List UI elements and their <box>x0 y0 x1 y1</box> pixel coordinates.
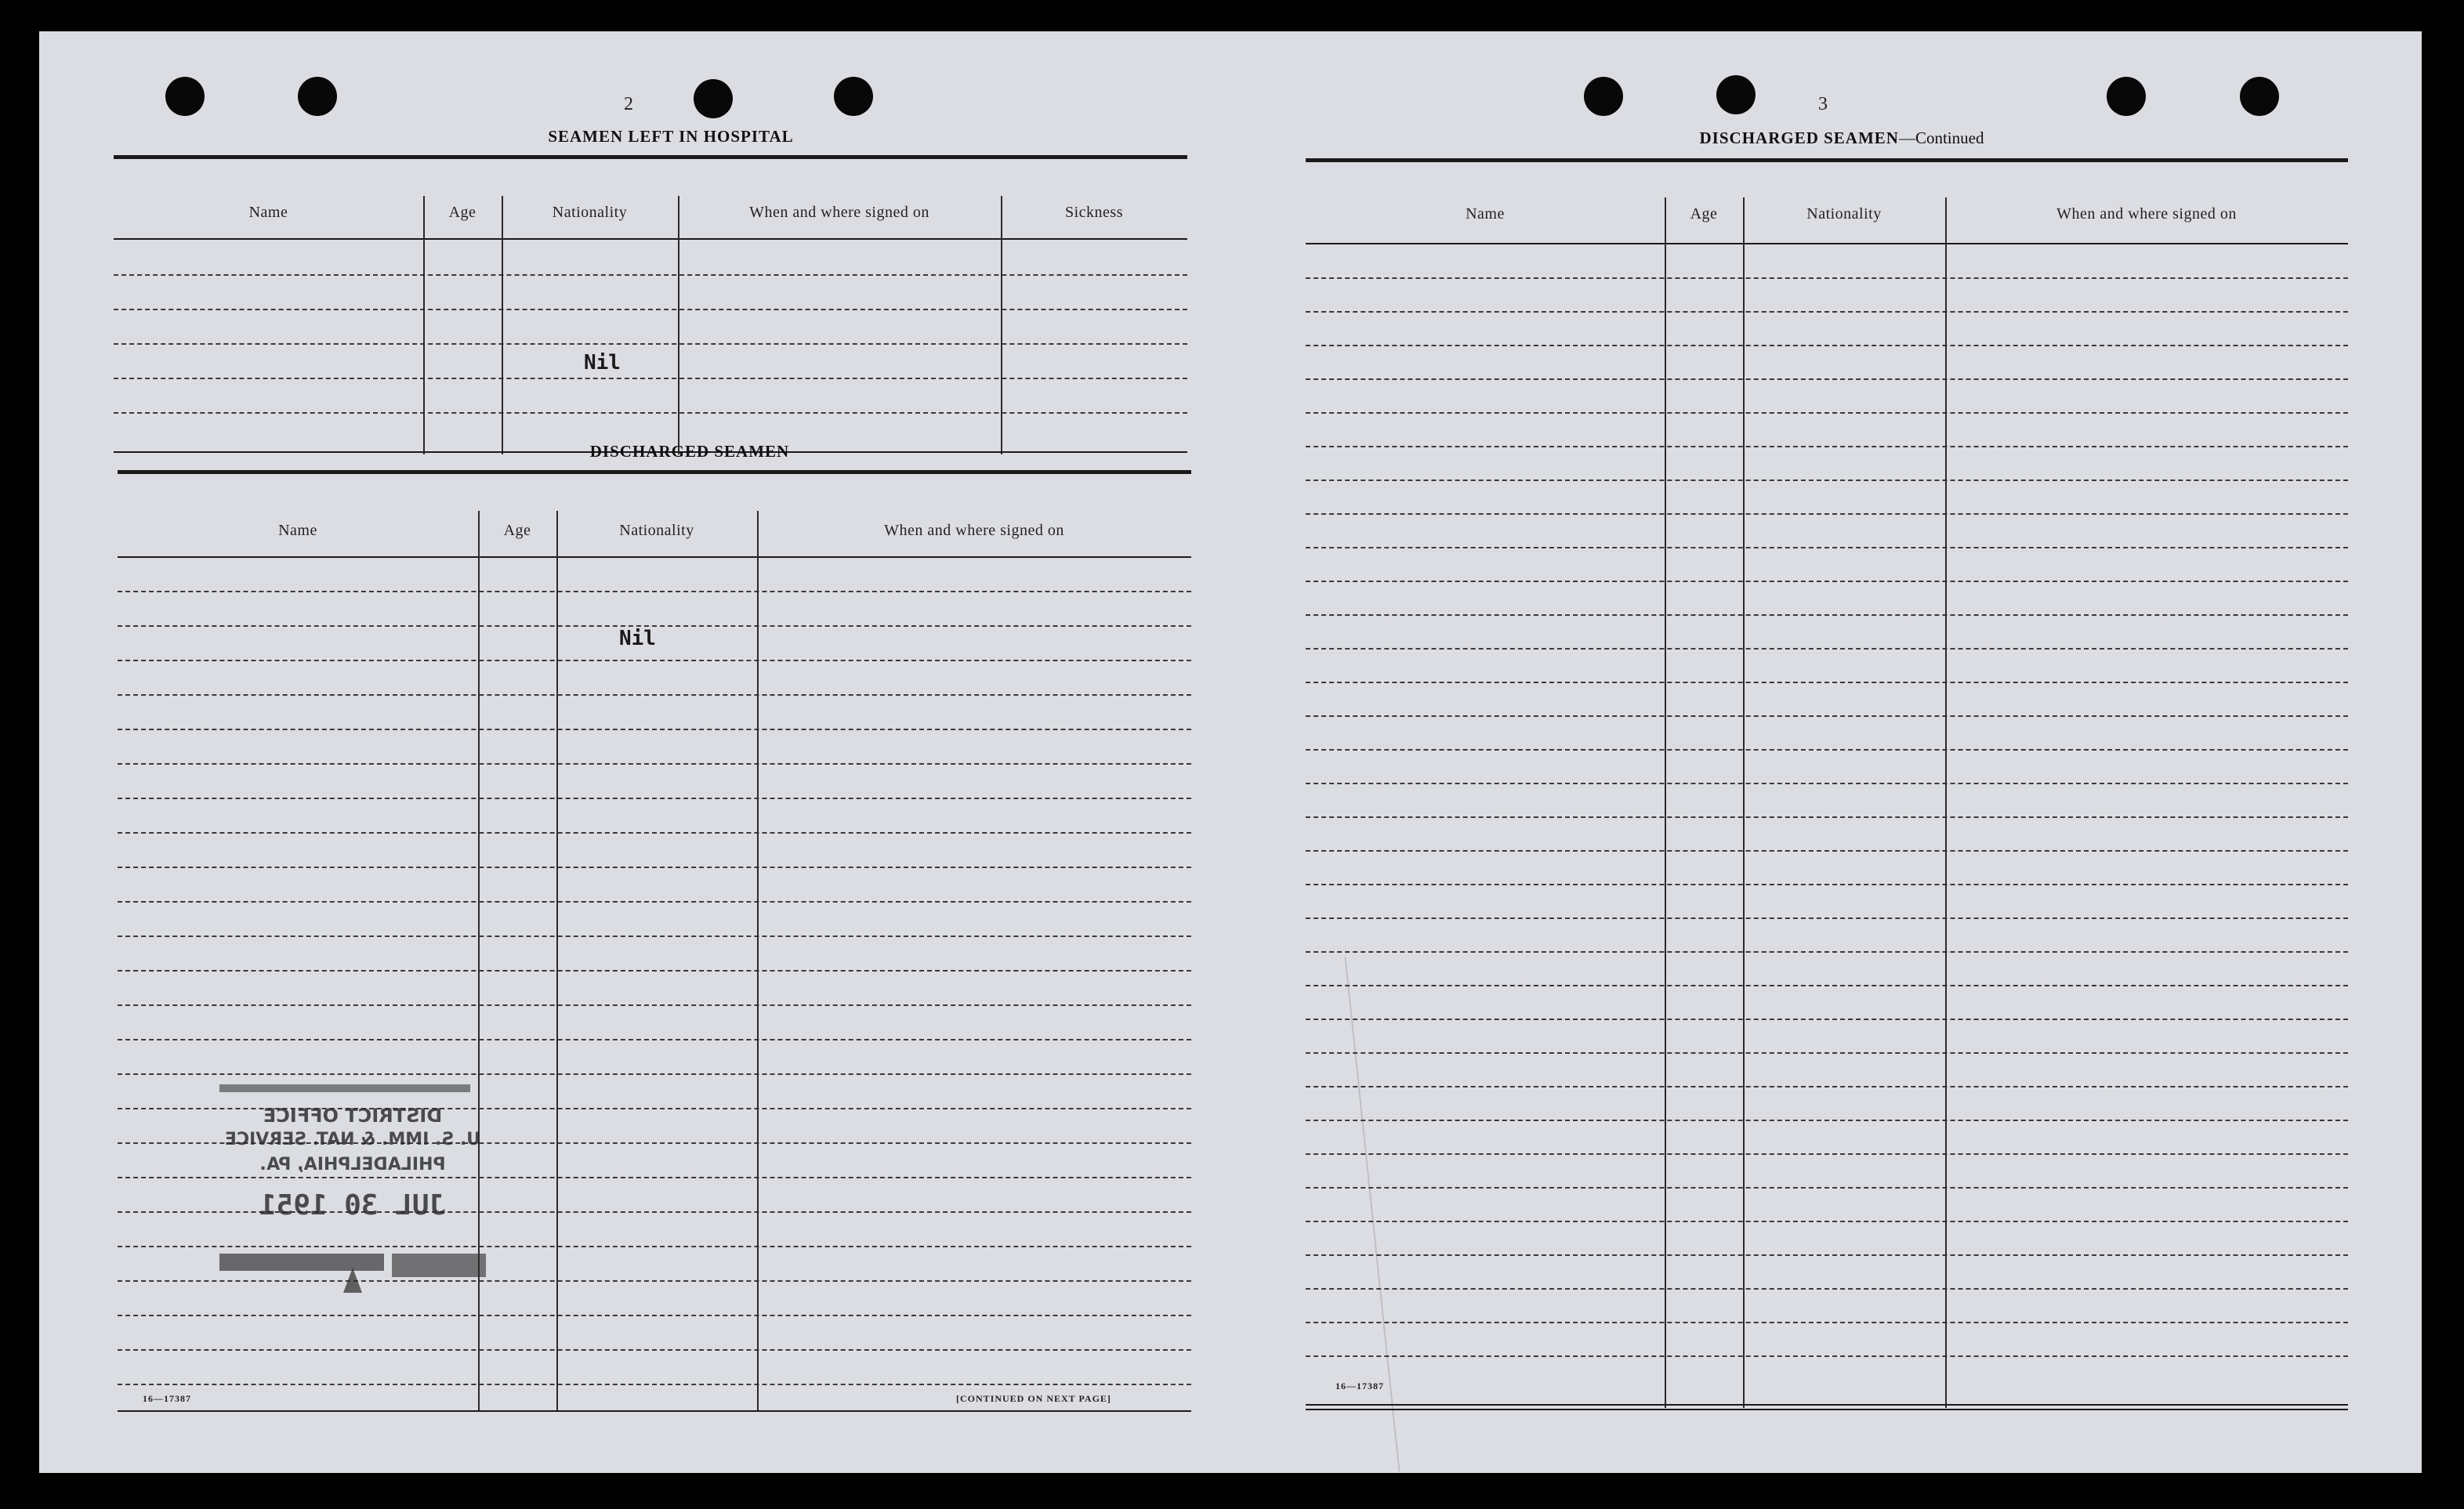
table-row <box>118 970 1191 972</box>
table-row <box>1306 345 2348 346</box>
table-row <box>1306 1153 2348 1155</box>
table-row <box>118 694 1191 696</box>
stamp-date-line: JUL 30 1951 <box>259 1189 447 1221</box>
nil-entry: Nil <box>584 351 621 375</box>
table-row <box>114 412 1187 414</box>
table-row <box>1306 1322 2348 1323</box>
hospital-section-title: SEAMEN LEFT IN HOSPITAL <box>548 127 794 146</box>
table-row <box>118 1004 1191 1006</box>
header-rule <box>114 238 1187 240</box>
column-divider <box>678 196 679 454</box>
table-top-rule <box>114 155 1187 159</box>
table-row <box>114 309 1187 310</box>
discharged-section-title: DISCHARGED SEAMEN <box>589 442 790 461</box>
table-row <box>118 763 1191 765</box>
table-row <box>1306 985 2348 986</box>
table-row <box>118 935 1191 937</box>
table-row <box>1306 378 2348 380</box>
table-top-rule <box>1306 158 2348 162</box>
table-row <box>1306 917 2348 919</box>
col-header-signed-on: When and where signed on <box>2056 205 2237 223</box>
form-number-left: 16—17387 <box>143 1393 191 1404</box>
table-row <box>1306 1288 2348 1290</box>
table-row <box>118 660 1191 661</box>
table-row <box>118 798 1191 799</box>
table-row <box>118 729 1191 730</box>
table-row <box>118 1349 1191 1351</box>
table-row <box>114 378 1187 379</box>
table-row <box>1306 547 2348 548</box>
table-row <box>114 274 1187 276</box>
col-header-nationality: Nationality <box>552 204 628 221</box>
punch-hole <box>1716 75 1756 114</box>
col-header-name: Name <box>248 204 288 221</box>
discharged-continued-title <box>1607 128 2077 148</box>
immigration-date-stamp <box>188 1073 517 1316</box>
col-header-age: Age <box>503 522 531 539</box>
punch-hole <box>694 79 733 118</box>
table-row <box>1306 648 2348 650</box>
table-row <box>1306 1187 2348 1189</box>
punch-hole <box>2107 77 2146 116</box>
table-row <box>118 1384 1191 1385</box>
form-number-right: 16—17387 <box>1335 1381 1384 1391</box>
stamp-office-line: DISTRICT OFFICE <box>263 1105 443 1127</box>
table-row <box>1306 715 2348 717</box>
table-row <box>1306 1120 2348 1121</box>
col-header-signed-on: When and where signed on <box>884 522 1064 539</box>
col-header-name: Name <box>278 522 317 539</box>
table-row <box>1306 850 2348 852</box>
table-row <box>118 901 1191 903</box>
table-row <box>1306 446 2348 447</box>
stamp-city-line: PHILADELPHIA, PA. <box>259 1155 446 1174</box>
table-row <box>1306 1254 2348 1256</box>
table-row <box>1306 783 2348 784</box>
title-continued: —Continued <box>1898 128 1984 147</box>
table-row <box>1306 749 2348 751</box>
table-row <box>1306 816 2348 818</box>
table-row <box>1306 884 2348 885</box>
table-row <box>1306 682 2348 683</box>
header-rule <box>1306 243 2348 244</box>
column-divider <box>1945 197 1947 1408</box>
table-row <box>1306 479 2348 481</box>
table-row <box>1306 513 2348 515</box>
column-divider <box>1665 197 1666 1408</box>
column-divider <box>502 196 503 454</box>
table-row <box>1306 277 2348 279</box>
document-paper <box>39 31 2422 1473</box>
col-header-name: Name <box>1466 205 1505 223</box>
stamp-service-line: U. S. IMM. & NAT. SERVICE <box>224 1130 481 1149</box>
nil-entry: Nil <box>619 627 656 650</box>
table-row <box>1306 1221 2348 1222</box>
table-bottom-rule <box>118 1410 1191 1412</box>
col-header-nationality: Nationality <box>1806 205 1882 223</box>
title-main: DISCHARGED SEAMEN <box>1699 128 1899 147</box>
table-row <box>1306 1019 2348 1020</box>
table-bottom-rule <box>1306 1409 2348 1410</box>
table-row <box>1306 1086 2348 1087</box>
table-top-rule <box>118 470 1191 474</box>
column-divider <box>556 511 558 1412</box>
stamp-marks <box>188 1073 517 1316</box>
table-row <box>1306 1355 2348 1357</box>
header-rule <box>118 556 1191 558</box>
column-divider <box>423 196 425 454</box>
punch-hole <box>834 77 873 116</box>
punch-hole <box>1584 77 1623 116</box>
punch-hole <box>2240 77 2279 116</box>
col-header-age: Age <box>1690 205 1718 223</box>
column-divider <box>1743 197 1745 1408</box>
column-divider <box>757 511 759 1412</box>
page-number-left: 2 <box>624 94 633 114</box>
table-row <box>1306 1052 2348 1054</box>
punch-hole <box>165 77 205 116</box>
hospital-table <box>114 155 1187 453</box>
table-row <box>1306 951 2348 953</box>
table-row <box>1306 311 2348 313</box>
page-number-right: 3 <box>1818 94 1828 114</box>
discharged-table-right <box>1306 158 2348 1410</box>
col-header-age: Age <box>448 204 476 221</box>
table-row <box>1306 614 2348 616</box>
table-row <box>118 832 1191 834</box>
table-row <box>114 343 1187 345</box>
table-row <box>1306 412 2348 414</box>
table-row <box>118 591 1191 592</box>
col-header-nationality: Nationality <box>619 522 694 539</box>
col-header-sickness: Sickness <box>1065 204 1123 221</box>
punch-hole <box>298 77 337 116</box>
continued-note: [CONTINUED ON NEXT PAGE] <box>956 1393 1111 1404</box>
table-row <box>118 867 1191 868</box>
table-row <box>118 1039 1191 1040</box>
col-header-signed-on: When and where signed on <box>749 204 929 221</box>
table-bottom-rule <box>1306 1404 2348 1406</box>
table-row <box>1306 581 2348 582</box>
column-divider <box>1001 196 1002 454</box>
